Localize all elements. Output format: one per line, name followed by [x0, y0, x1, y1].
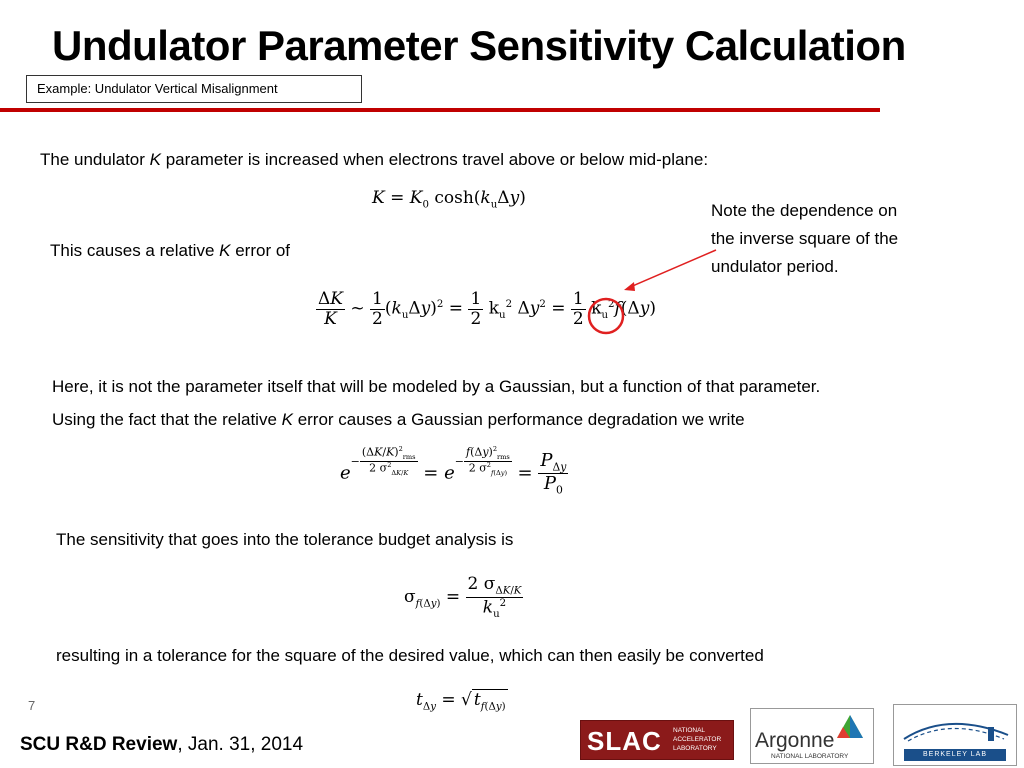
- text-line-2-b: error of: [230, 241, 291, 260]
- text-line-3: Here, it is not the parameter itself that will be modeled by a Gaussian, but a function of that parameter.: [52, 377, 821, 396]
- slac-logo-main: SLAC: [587, 726, 662, 756]
- slac-logo-sub-2: ACCELERATOR: [673, 736, 722, 743]
- berkeley-arch-icon: [898, 709, 1014, 743]
- argonne-logo-main: Argonne: [755, 729, 835, 752]
- slac-logo-sub-3: LABORATORY: [673, 745, 717, 752]
- slide-title: Undulator Parameter Sensitivity Calculation: [52, 22, 906, 69]
- argonne-triangle-icon: [835, 713, 865, 741]
- page-number: 7: [28, 698, 36, 713]
- footer-review: [20, 734, 303, 756]
- berkeley-lab-logo: [893, 704, 1017, 766]
- text-line-4-a: Using the fact that the relative: [52, 410, 282, 429]
- text-line-4-k: K: [281, 410, 293, 429]
- annotation-arrow: [628, 250, 716, 288]
- equation-k-cosh: $K = K_0$ $\cosh(k_u\Delta y)$: [372, 188, 526, 211]
- arrow-head-icon: [624, 282, 635, 291]
- slac-logo-sub: [673, 726, 721, 753]
- berkeley-lab-label: BERKELEY LAB: [904, 749, 1006, 761]
- argonne-logo-sub: NATIONAL LABORATORY: [771, 753, 849, 760]
- text-line-5: The sensitivity that goes into the tolerance budget analysis is: [56, 530, 514, 549]
- equation-relative-k-error: $\frac{\Delta K}{K}$ ~ $\frac{1}{2}$ $(k_u\Delta y)^2$ = $\frac{1}{2}$ $k_u^2$ $\Delta y^2$ = $\frac{1}{2}$ $k_u^2f(\Delta y)$: [318, 289, 656, 329]
- equation-tolerance: $t_{\Delta y}$ = √ $t_{f(\Delta y)}$: [416, 690, 506, 713]
- text-line-2-k: K: [219, 241, 231, 260]
- text-line-4: [52, 410, 745, 430]
- text-line-1-k: K: [149, 150, 161, 169]
- highlight-circle: [589, 299, 623, 333]
- note-line-1: Note the dependence on: [711, 201, 898, 220]
- slac-logo: [580, 720, 734, 760]
- equation-gaussian: $e^{- \frac{(\Delta K/K)^2_{rms}}{2 \sigma^2_{\Delta K/K}}}$ = $e^{- \frac{f(\Delta y)^2_{rms}}{2 \sigma^2_{f(\Delta y)}}}$ = $\frac{P_{\Delta y}}{P_0}$: [340, 445, 567, 497]
- text-line-4-b: error causes a Gaussian performance degradation we write: [292, 410, 745, 429]
- argonne-logo: [750, 708, 874, 764]
- text-line-1-a: The undulator: [40, 150, 150, 169]
- slac-logo-sub-1: NATIONAL: [673, 727, 706, 734]
- equation-sigma-f: $\sigma_{f(\Delta y)}$ = $\frac{2 \sigma_{\Delta K/K}}{k_u^2}$: [404, 574, 522, 620]
- text-line-6: resulting in a tolerance for the square of the desired value, which can then easily be converted: [56, 646, 764, 665]
- note-line-3: undulator period.: [711, 257, 839, 276]
- text-line-1-b: parameter is increased when electrons travel above or below mid-plane:: [160, 150, 709, 169]
- text-line-2-a: This causes a relative: [50, 241, 220, 260]
- footer-date: , Jan. 31, 2014: [177, 734, 304, 755]
- footer-review-name: SCU R&D Review: [20, 734, 178, 755]
- note-line-2: the inverse square of the: [711, 229, 899, 248]
- subtitle-box: Example: Undulator Vertical Misalignment: [26, 75, 362, 103]
